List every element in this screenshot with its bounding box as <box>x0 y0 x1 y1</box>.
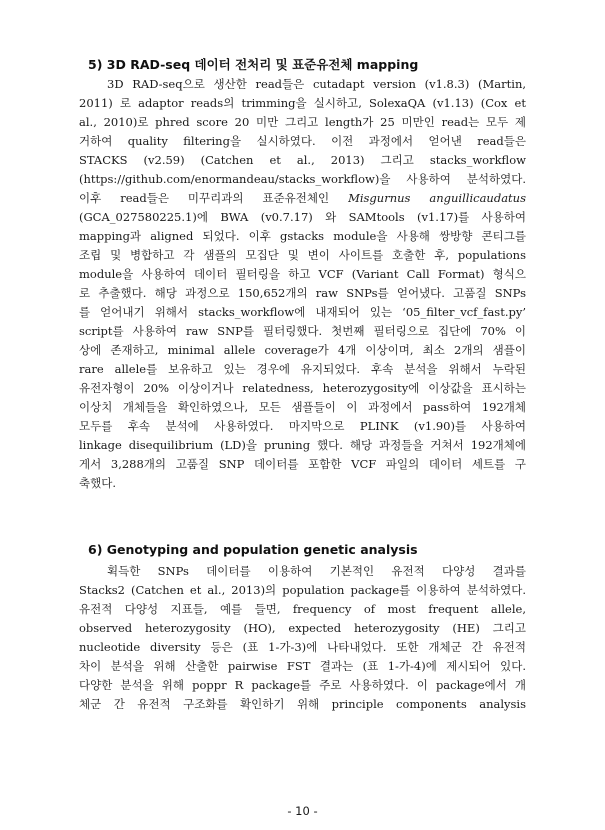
section-5-heading: 5) 3D RAD-seq 데이터 전처리 및 표준유전체 mapping <box>88 57 419 72</box>
section-5-line: 조립 및 병합하고 각 샘플의 모집단 및 변이 사이트를 호출한 후, populations <box>79 248 526 262</box>
section-5-line: mapping과 aligned 되었다. 이후 gstacks module을 사용해 쌍방향 콘티그를 <box>79 229 526 243</box>
section-5-line: 유전자형이 20% 이상이거나 relatedness, heterozygosity에 이상값을 표시하는 <box>79 381 526 395</box>
species-name: Misgurnus anguillicaudatus <box>348 191 526 205</box>
section-5-line: 거하여 quality filtering을 실시하였다. 이전 과정에서 얻어낸 read들은 <box>79 134 526 148</box>
section-5-line: module을 사용하여 데이터 필터링을 하고 VCF (Variant Call Format) 형식으 <box>79 267 526 281</box>
section-5-line: rare allele를 보유하고 있는 경우에 유지되었다. 후속 분석을 위해서 누락된 <box>79 362 526 376</box>
section-5-line: 로 추출했다. 해당 과정으로 150,652개의 raw SNPs를 얻어냈다. 고품질 SNPs <box>79 286 526 300</box>
section-5-line: (https://github.com/enormandeau/stacks_workflow)을 사용하여 분석하였다. <box>79 172 526 186</box>
section-5-line: (GCA_027580225.1)에 BWA (v0.7.17) 와 SAMtools (v1.17)를 사용하여 <box>79 210 526 224</box>
section-5-line: STACKS (v2.59) (Catchen et al., 2013) 그리고 stacks_workflow <box>79 153 526 167</box>
section-5-line: 이상치 개체들을 확인하였으나, 모든 샘플들이 이 과정에서 pass하여 192개체 <box>79 400 526 414</box>
section-5-line: linkage disequilibrium (LD)을 pruning 했다. 해당 과정들을 거쳐서 192개체에 <box>79 438 526 452</box>
section-5-line: 3D RAD-seq으로 생산한 read들은 cutadapt version (v1.8.3) (Martin, <box>107 77 526 91</box>
section-6-line: 체군 간 유전적 구조화를 확인하기 위해 principle components analysis <box>79 697 526 711</box>
section-5-line-species <box>79 190 526 206</box>
section-6-line: 다양한 분석을 위해 poppr R package를 주로 사용하였다. 이 package에서 개 <box>79 678 526 692</box>
section-5-line: 2011) 로 adaptor reads의 trimming을 실시하고, SolexaQA (v1.13) (Cox et <box>79 96 526 110</box>
section-5-line: 축했다. <box>79 476 116 490</box>
section-6-line: nucleotide diversity 등은 (표 1-가-3)에 나타내었다. 또한 개체군 간 유전적 <box>79 640 526 654</box>
section-5-line-prefix: 이후 read들은 미꾸리과의 표준유전체인 <box>79 191 349 205</box>
section-5-line: al., 2010)로 phred score 20 미만 그리고 length가 25 미만인 read는 모두 제 <box>79 115 526 129</box>
section-5-line: 게서 3,288개의 고품질 SNP 데이터를 포함한 VCF 파일의 데이터 세트를 구 <box>79 457 526 471</box>
section-6-line: 차이 분석을 위해 산출한 pairwise FST 결과는 (표 1-가-4)에 제시되어 있다. <box>79 659 526 673</box>
section-6-line: observed heterozygosity (HO), expected heterozygosity (HE) 그리고 <box>79 621 526 635</box>
section-6-heading: 6) Genotyping and population genetic analysis <box>88 542 418 557</box>
section-5-line: 를 얻어내기 위해서 stacks_workflow에 내재되어 있는 ‘05_filter_vcf_fast.py’ <box>79 305 526 319</box>
page-number: - 10 - <box>287 804 318 818</box>
section-6-line: Stacks2 (Catchen et al., 2013)의 population package를 이용하여 분석하였다. <box>79 583 526 597</box>
section-6-line: 유전적 다양성 지표들, 예를 들면, frequency of most frequent allele, <box>79 602 526 616</box>
section-5-line: 상에 존재하고, minimal allele coverage가 4개 이상이며, 최소 2개의 샘플이 <box>79 343 526 357</box>
section-5-line: script를 사용하여 raw SNP를 필터링했다. 첫번째 필터링으로 집단에 70% 이 <box>79 324 526 338</box>
section-5-line: 모두를 후속 분석에 사용하였다. 마지막으로 PLINK (v1.90)를 사용하여 <box>79 419 526 433</box>
section-6-line: 획득한 SNPs 데이터를 이용하여 기본적인 유전적 다양성 결과를 <box>107 564 526 578</box>
